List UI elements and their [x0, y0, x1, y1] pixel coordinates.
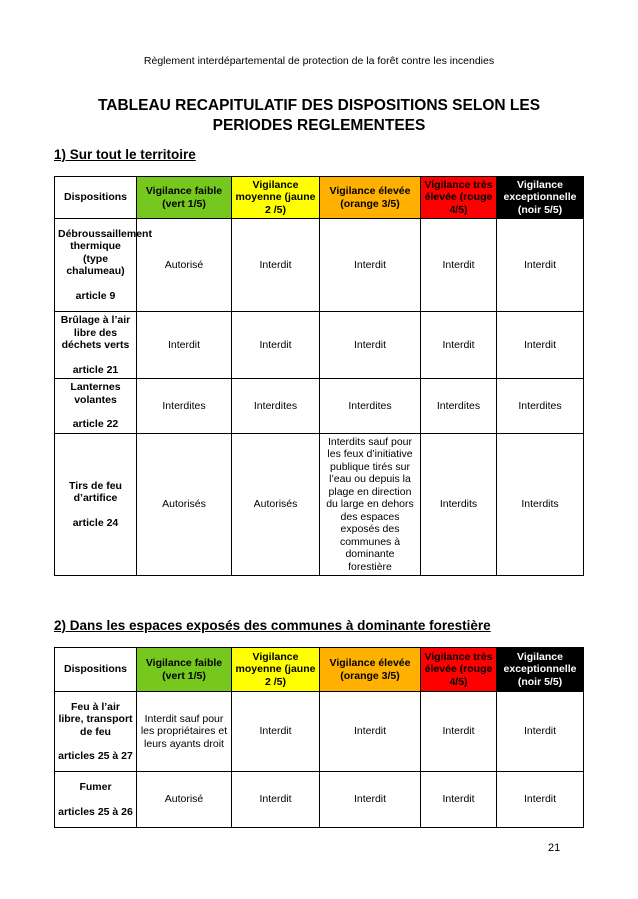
cell-red: Interdit: [421, 219, 497, 312]
table-row: [55, 379, 584, 434]
disposition-cell: [55, 692, 137, 772]
cell-orange: Interdits sauf pour les feux d’initiative publique tirés sur l’eau ou depuis la plage en direction du large en dehors des espaces exposés des communes à dominante forestière: [320, 434, 421, 576]
table-row: [55, 692, 584, 772]
disposition-article: article 24: [72, 516, 119, 529]
cell-green: Interdites: [137, 379, 232, 434]
cell-orange: Interdites: [320, 379, 421, 434]
cell-orange: Interdit: [320, 772, 421, 828]
cell-orange: Interdit: [320, 219, 421, 312]
cell-green: Autorisé: [137, 772, 232, 828]
cell-green: Autorisé: [137, 219, 232, 312]
main-title: [60, 96, 578, 136]
disposition-name: Fumer: [79, 781, 112, 793]
cell-black: Interdit: [497, 772, 584, 828]
header-vigilance-faible: Vigilance faible (vert 1/5): [137, 177, 232, 219]
cell-black: Interdit: [497, 312, 584, 379]
cell-black: Interdit: [497, 692, 584, 772]
header-vigilance-exceptionnelle: Vigilance exceptionnelle (noir 5/5): [497, 177, 584, 219]
cell-yellow: Autorisés: [232, 434, 320, 576]
header-dispositions: Dispositions: [55, 177, 137, 219]
table-row: [55, 312, 584, 379]
page-header: Règlement interdépartemental de protection de la forêt contre les incendies: [143, 55, 495, 67]
cell-black: Interdit: [497, 219, 584, 312]
cell-yellow: Interdit: [232, 312, 320, 379]
table-row: [55, 772, 584, 828]
disposition-article: articles 25 à 26: [58, 805, 133, 818]
header-vigilance-elevee: Vigilance élevée (orange 3/5): [320, 177, 421, 219]
cell-red: Interdites: [421, 379, 497, 434]
table-espaces-exposes: [54, 647, 584, 828]
cell-black: Interdits: [497, 434, 584, 576]
disposition-article: article 9: [75, 289, 116, 302]
table-header-row: [55, 177, 584, 219]
cell-yellow: Interdit: [232, 772, 320, 828]
disposition-cell: [55, 312, 137, 379]
section-1-title: 1) Sur tout le territoire: [54, 147, 196, 162]
disposition-name: Feu à l’air libre, transport de feu: [58, 700, 133, 738]
cell-red: Interdits: [421, 434, 497, 576]
disposition-cell: [55, 434, 137, 576]
cell-green: Autorisés: [137, 434, 232, 576]
header-vigilance-elevee: Vigilance élevée (orange 3/5): [320, 648, 421, 692]
disposition-name: Tirs de feu d’artifice: [69, 479, 122, 505]
page-number: 21: [548, 842, 561, 854]
disposition-article: article 22: [72, 418, 119, 431]
cell-red: Interdit: [421, 692, 497, 772]
disposition-cell: [55, 219, 152, 312]
disposition-cell: [55, 379, 137, 434]
table-territoire: [54, 176, 584, 576]
section-2-title: 2) Dans les espaces exposés des communes à dominante forestière: [54, 618, 491, 633]
cell-orange: Interdit: [320, 692, 421, 772]
disposition-article: article 21: [72, 363, 119, 376]
disposition-name: Brûlage à l’air libre des déchets verts: [60, 314, 131, 351]
header-vigilance-faible: Vigilance faible (vert 1/5): [137, 648, 232, 692]
header-vigilance-exceptionnelle: Vigilance exceptionnelle (noir 5/5): [497, 648, 584, 692]
cell-red: Interdit: [421, 312, 497, 379]
cell-yellow: Interdites: [232, 379, 320, 434]
header-vigilance-moyenne: Vigilance moyenne (jaune 2 /5): [232, 177, 320, 219]
disposition-name: Débroussaillement thermique (type chalumeau): [58, 227, 152, 278]
cell-black: Interdites: [497, 379, 584, 434]
header-vigilance-tres-elevee: Vigilance très élevée (rouge 4/5): [421, 648, 497, 692]
disposition-name: Lanternes volantes: [70, 381, 121, 406]
disposition-cell: [55, 772, 137, 828]
cell-green: Interdit: [137, 312, 232, 379]
cell-yellow: Interdit: [232, 692, 320, 772]
main-title-line-1: TABLEAU RECAPITULATIF DES DISPOSITIONS SELON LES: [97, 97, 541, 114]
cell-orange: Interdit: [320, 312, 421, 379]
header-dispositions: Dispositions: [55, 648, 137, 692]
table-row: [55, 219, 584, 312]
table-row: [55, 434, 584, 576]
header-vigilance-moyenne: Vigilance moyenne (jaune 2 /5): [232, 648, 320, 692]
cell-red: Interdit: [421, 772, 497, 828]
cell-green: Interdit sauf pour les propriétaires et leurs ayants droit: [137, 692, 232, 772]
main-title-line-2: PERIODES REGLEMENTEES: [212, 117, 426, 134]
cell-yellow: Interdit: [232, 219, 320, 312]
header-vigilance-tres-elevee: Vigilance très élevée (rouge 4/5): [421, 177, 497, 219]
disposition-article: articles 25 à 27: [58, 750, 133, 762]
table-header-row: [55, 648, 584, 692]
